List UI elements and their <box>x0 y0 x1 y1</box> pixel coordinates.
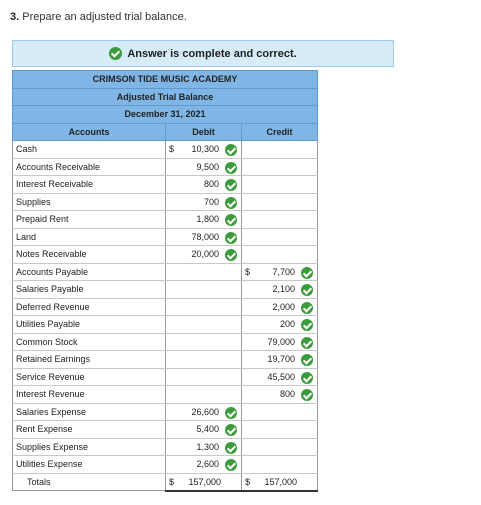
table-row <box>13 228 318 246</box>
credit-total <box>242 473 318 491</box>
table-row <box>13 298 318 316</box>
account-name: Utilities Expense <box>13 456 166 474</box>
dollar-sign: $ <box>245 476 251 487</box>
check-circle-icon <box>225 424 237 436</box>
debit-total <box>166 473 242 491</box>
debit-cell[interactable] <box>166 141 242 159</box>
table-row <box>13 141 318 159</box>
check-circle-icon <box>225 144 237 156</box>
amount-value: 5,400 <box>196 424 219 435</box>
table-row <box>13 333 318 351</box>
totals-label: Totals <box>13 473 166 491</box>
account-name: Common Stock <box>13 333 166 351</box>
credit-cell[interactable] <box>242 316 318 334</box>
debit-cell[interactable] <box>166 158 242 176</box>
company-name: CRIMSON TIDE MUSIC ACADEMY <box>13 71 318 89</box>
debit-cell <box>166 351 242 369</box>
account-name: Supplies <box>13 193 166 211</box>
credit-cell <box>242 211 318 229</box>
dollar-sign: $ <box>245 266 251 277</box>
dollar-sign: $ <box>169 144 175 155</box>
check-circle-icon <box>225 249 237 261</box>
debit-cell[interactable] <box>166 438 242 456</box>
check-circle-icon <box>301 267 313 279</box>
amount-value: 157,000 <box>264 476 297 487</box>
question-prompt <box>10 11 187 23</box>
check-circle-icon <box>301 389 313 401</box>
check-circle-icon <box>225 459 237 471</box>
debit-cell <box>166 298 242 316</box>
credit-cell <box>242 403 318 421</box>
credit-cell[interactable] <box>242 298 318 316</box>
check-circle-icon <box>225 407 237 419</box>
account-name: Notes Receivable <box>13 246 166 264</box>
account-name: Cash <box>13 141 166 159</box>
debit-cell <box>166 333 242 351</box>
debit-cell <box>166 316 242 334</box>
credit-cell <box>242 456 318 474</box>
credit-cell <box>242 421 318 439</box>
debit-cell <box>166 386 242 404</box>
amount-value: 7,700 <box>272 266 295 277</box>
amount-value: 10,300 <box>191 144 219 155</box>
credit-cell[interactable] <box>242 368 318 386</box>
check-circle-icon <box>225 179 237 191</box>
adjusted-trial-balance-table <box>12 70 318 492</box>
check-circle-icon <box>301 319 313 331</box>
table-row <box>13 421 318 439</box>
amount-value: 78,000 <box>191 231 219 242</box>
credit-cell[interactable] <box>242 386 318 404</box>
account-name: Deferred Revenue <box>13 298 166 316</box>
table-row <box>13 176 318 194</box>
question-text: Prepare an adjusted trial balance. <box>22 11 187 23</box>
amount-value: 20,000 <box>191 249 219 260</box>
question-number: 3. <box>10 11 20 23</box>
debit-cell[interactable] <box>166 176 242 194</box>
check-circle-icon <box>225 214 237 226</box>
check-circle-icon <box>301 372 313 384</box>
account-name: Utilities Payable <box>13 316 166 334</box>
check-circle-icon <box>225 197 237 209</box>
debit-cell <box>166 263 242 281</box>
account-name: Accounts Payable <box>13 263 166 281</box>
table-row <box>13 193 318 211</box>
table-row <box>13 403 318 421</box>
amount-value: 79,000 <box>267 336 295 347</box>
debit-cell[interactable] <box>166 456 242 474</box>
result-banner-text: Answer is complete and correct. <box>127 47 297 60</box>
debit-cell <box>166 368 242 386</box>
debit-cell[interactable] <box>166 228 242 246</box>
check-circle-icon <box>301 354 313 366</box>
amount-value: 26,600 <box>191 406 219 417</box>
account-name: Retained Earnings <box>13 351 166 369</box>
debit-cell[interactable] <box>166 246 242 264</box>
amount-value: 800 <box>203 179 219 190</box>
table-row <box>13 246 318 264</box>
amount-value: 1,300 <box>196 441 219 452</box>
amount-value: 2,000 <box>272 301 295 312</box>
amount-value: 19,700 <box>267 354 295 365</box>
amount-value: 45,500 <box>267 371 295 382</box>
check-circle-icon <box>225 232 237 244</box>
account-name: Prepaid Rent <box>13 211 166 229</box>
dollar-sign: $ <box>169 476 175 487</box>
col-header-accounts: Accounts <box>13 123 166 141</box>
statement-date: December 31, 2021 <box>13 106 318 124</box>
table-row <box>13 263 318 281</box>
account-name: Service Revenue <box>13 368 166 386</box>
table-row <box>13 158 318 176</box>
credit-cell <box>242 228 318 246</box>
account-name: Land <box>13 228 166 246</box>
credit-cell[interactable] <box>242 281 318 299</box>
table-row <box>13 316 318 334</box>
debit-cell <box>166 281 242 299</box>
account-name: Salaries Payable <box>13 281 166 299</box>
account-name: Rent Expense <box>13 421 166 439</box>
col-header-debit: Debit <box>166 123 242 141</box>
check-circle-icon <box>109 47 122 60</box>
amount-value: 700 <box>203 196 219 207</box>
credit-cell <box>242 438 318 456</box>
credit-cell <box>242 193 318 211</box>
table-row <box>13 368 318 386</box>
debit-cell[interactable] <box>166 193 242 211</box>
table-row <box>13 386 318 404</box>
credit-cell[interactable] <box>242 333 318 351</box>
amount-value: 200 <box>279 319 295 330</box>
check-circle-icon <box>301 337 313 349</box>
table-row <box>13 211 318 229</box>
col-header-credit: Credit <box>242 123 318 141</box>
check-circle-icon <box>225 442 237 454</box>
account-name: Interest Revenue <box>13 386 166 404</box>
credit-cell[interactable] <box>242 263 318 281</box>
table-row <box>13 456 318 474</box>
credit-cell[interactable] <box>242 351 318 369</box>
amount-value: 9,500 <box>196 161 219 172</box>
debit-cell[interactable] <box>166 211 242 229</box>
amount-value: 2,600 <box>196 459 219 470</box>
table-row <box>13 281 318 299</box>
table-row <box>13 351 318 369</box>
account-name: Supplies Expense <box>13 438 166 456</box>
check-circle-icon <box>301 284 313 296</box>
result-banner <box>12 40 394 67</box>
totals-row <box>13 473 318 491</box>
debit-cell[interactable] <box>166 403 242 421</box>
account-name: Interest Receivable <box>13 176 166 194</box>
amount-value: 2,100 <box>272 284 295 295</box>
credit-cell <box>242 176 318 194</box>
account-name: Salaries Expense <box>13 403 166 421</box>
credit-cell <box>242 158 318 176</box>
credit-cell <box>242 141 318 159</box>
credit-cell <box>242 246 318 264</box>
amount-value: 157,000 <box>188 476 221 487</box>
statement-title: Adjusted Trial Balance <box>13 88 318 106</box>
table-row <box>13 438 318 456</box>
debit-cell[interactable] <box>166 421 242 439</box>
amount-value: 800 <box>279 389 295 400</box>
check-circle-icon <box>301 302 313 314</box>
check-circle-icon <box>225 162 237 174</box>
amount-value: 1,800 <box>196 214 219 225</box>
account-name: Accounts Receivable <box>13 158 166 176</box>
